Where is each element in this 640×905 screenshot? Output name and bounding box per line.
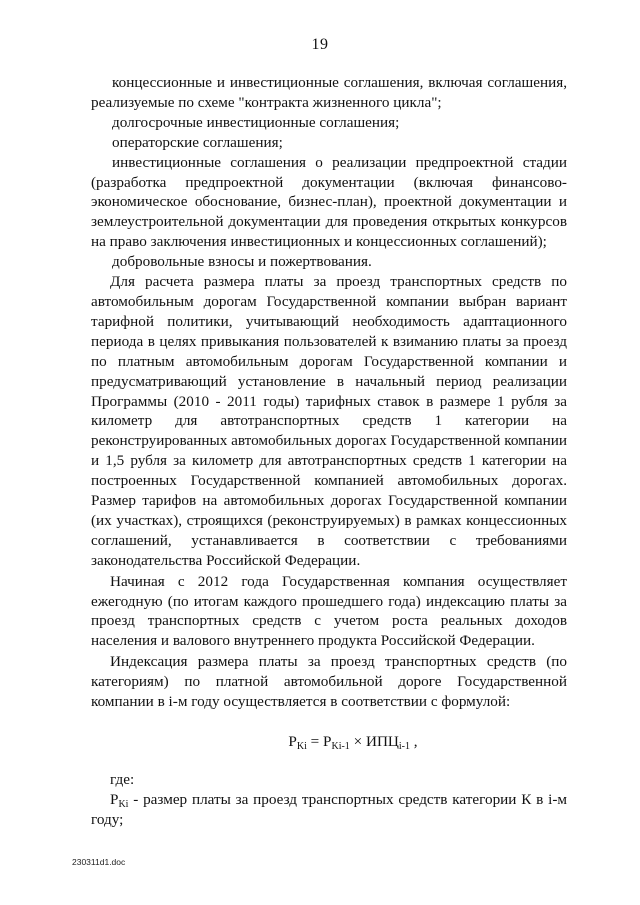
- paragraph-definition: [91, 790, 567, 830]
- formula-times: × ИПЦ: [349, 733, 399, 750]
- paragraph-donations: добровольные взносы и пожертвования.: [112, 253, 372, 271]
- paragraph-indexation-start: Начиная с 2012 года Государственная компания осуществляет ежегодную (по итогам каждого прошедшего года) индексацию платы за проезд транспортных средств с учетом роста реальных доходов населения и валового внутреннего продукта Российской Федерации.: [91, 572, 567, 650]
- footer-filename: 230311d1.doc: [72, 857, 126, 867]
- paragraph-indexation-formula-intro: Индексация размера платы за проезд транспортных средств (по категориям) по платной автомобильной дороге Государственной компании в i-м году осуществляется в соответствии с формулой:: [91, 653, 567, 711]
- definition-text: - размер платы за проезд транспортных средств категории К в i-м году;: [91, 790, 567, 828]
- paragraph-tariff-policy: Для расчета размера платы за проезд транспортных средств по автомобильным дорогам Государственной компании выбран вариант тарифной политики, учитывающий необходимость адаптационного периода в целях привыкания пользователей к взиманию платы за проезд по платным автомобильным дорогам Государственной компании и предусматривающий установление в начальный период реализации Программы (2010 - 2011 годы) тарифных ставок в размере 1 рубля за километр для автотранспортных средств 1 категории на реконструированных автомобильных дорогах Государственной компании и 1,5 рубля за километр для автотранспортных средств 1 категории на построенных Государственной компанией автомобильных дорогах. Размер тарифов на автомобильных дорогах Государственной компании (их участках), строящихся (реконструируемых) в рамках концессионных соглашений, устанавливается в соответствии с требованиями законодательства Российской Федерации.: [91, 273, 567, 569]
- paragraph-concession-agreements: концессионные и инвестиционные соглашения, включая соглашения, реализуемые по схеме "контракта жизненного цикла";: [91, 74, 567, 111]
- definition-symbol-base: P: [110, 790, 119, 808]
- formula-rhs-subscript: Ki-1: [331, 741, 350, 752]
- formula-lhs: P: [288, 733, 297, 750]
- formula: [91, 732, 567, 752]
- formula-equals: = P: [306, 733, 332, 750]
- page-number: 19: [311, 36, 329, 53]
- paragraph-where: где:: [110, 770, 135, 788]
- formula-lhs-subscript: Ki: [296, 741, 307, 752]
- paragraph-preproject-agreements: инвестиционные соглашения о реализации предпроектной стадии (разработка предпроектной документации (включая финансово-экономическое обоснование, бизнес-план), проектной документации и землеустроительной документации для проведения открытых конкурсов на право заключения инвестиционных и концессионных соглашений);: [91, 153, 567, 251]
- formula-index-subscript: i-1: [398, 741, 410, 752]
- definition-symbol: [110, 791, 128, 808]
- formula-tail: ,: [410, 733, 418, 750]
- document-body: [91, 73, 567, 830]
- paragraph-operator-agreements: операторские соглашения;: [112, 133, 283, 151]
- paragraph-long-term-agreements: долгосрочные инвестиционные соглашения;: [112, 113, 400, 131]
- definition-symbol-subscript: Ki: [118, 798, 129, 810]
